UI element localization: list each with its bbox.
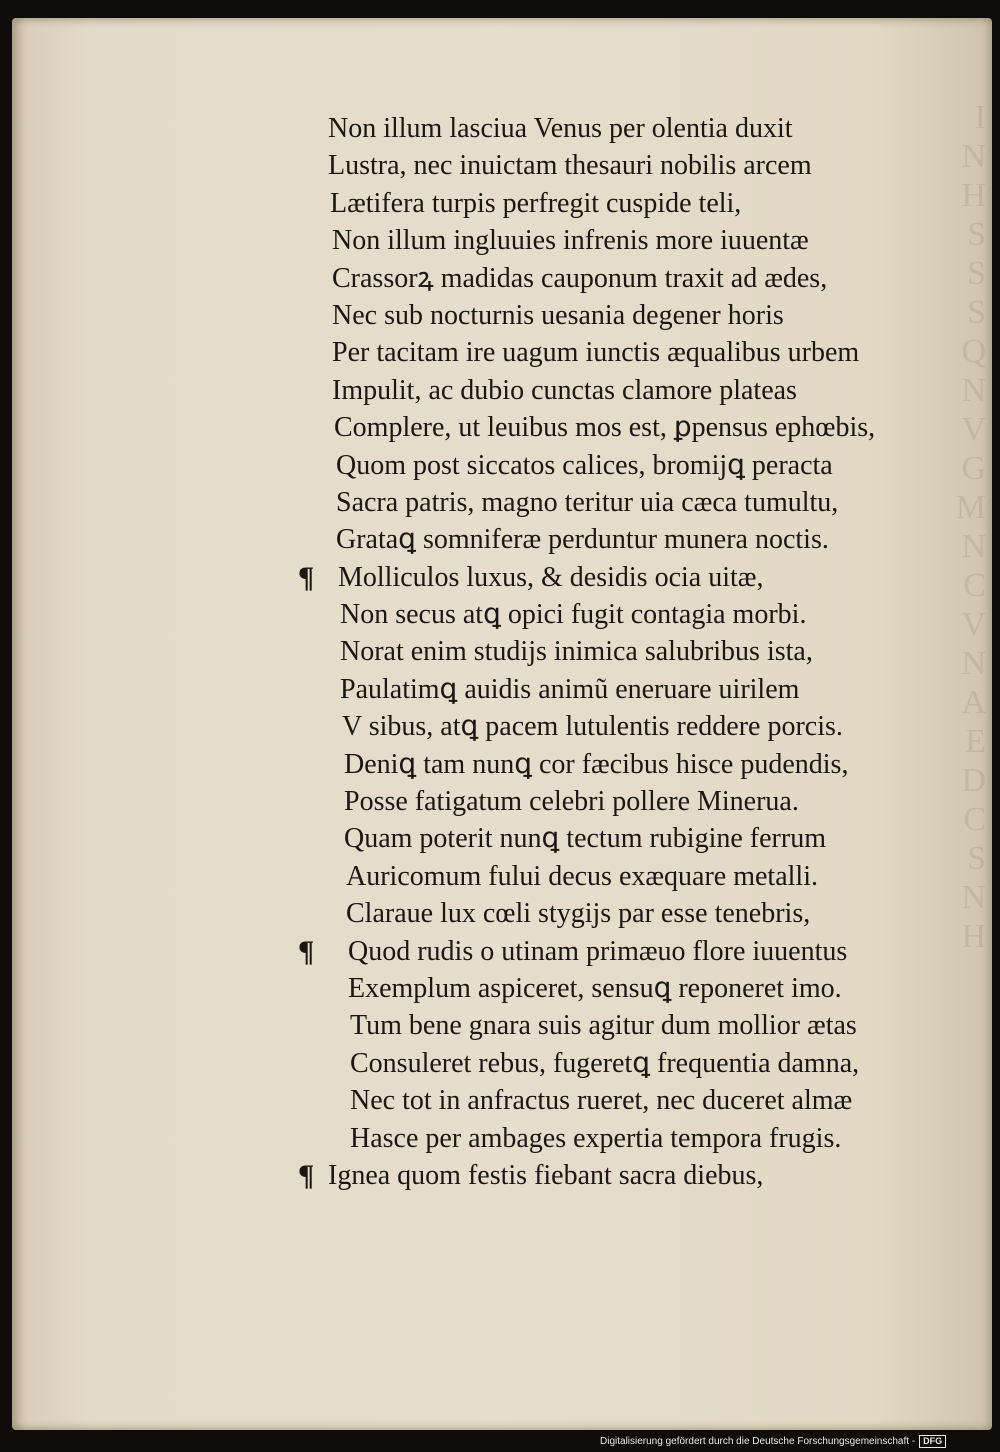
poem-line: [308, 783, 948, 820]
poem-line: [308, 521, 948, 558]
digitization-credit: [600, 1434, 996, 1450]
book-page: [12, 18, 992, 1430]
poem-line: [308, 1045, 948, 1082]
poem-line: [308, 222, 948, 259]
poem-line-text: V sibus, atꝗ pacem lutulentis reddere porcis.: [342, 711, 843, 743]
poem-line: [308, 447, 948, 484]
poem-line-text: Norat enim studijs inimica salubribus ista,: [340, 636, 813, 668]
poem-line: [308, 970, 948, 1007]
poem-line-text: Quam poterit nunꝗ tectum rubigine ferrum: [344, 823, 826, 855]
poem-line-text: Deniꝗ tam nunꝗ cor fæcibus hisce pudendis,: [344, 748, 849, 780]
poem-line-text: Hasce per ambages expertia tempora frugis.: [350, 1122, 842, 1154]
poem-line-text: Paulatimꝗ auidis animũ eneruare uirilem: [340, 673, 800, 705]
poem-line-text: Per tacitam ire uagum iunctis æqualibus urbem: [332, 337, 860, 369]
poem-line-text: Consuleret rebus, fugeretꝗ frequentia damna,: [350, 1047, 860, 1079]
pilcrow-mark: ¶: [298, 934, 315, 968]
poem-text: [298, 110, 948, 1194]
pilcrow-mark: ¶: [298, 1158, 315, 1192]
poem-line: [308, 895, 948, 932]
poem-line-text: Sacra patris, magno teritur uia cæca tumultu,: [336, 486, 839, 518]
poem-line: [308, 260, 948, 297]
poem-line: [308, 409, 948, 446]
dfg-logo: DFG: [919, 1435, 946, 1448]
poem-line-text: Complere, ut leuibus mos est, ꝑpensus ephœbis,: [334, 412, 876, 444]
poem-line: [308, 185, 948, 222]
poem-line-text: Quod rudis o utinam primæuo flore iuuentus: [348, 935, 848, 967]
poem-line-text: Nec tot in anfractus rueret, nec duceret almæ: [350, 1085, 853, 1117]
poem-line-text: Grataꝗ somniferæ perduntur munera noctis.: [336, 524, 829, 556]
poem-line-text: Non illum lasciua Venus per olentia duxit: [328, 113, 793, 144]
poem-line-text: Molliculos luxus, & desidis ocia uitæ,: [338, 561, 764, 593]
bleed-through-shadow: I N H S S S Q N V G M N C V N A E D C S N H: [955, 99, 986, 955]
poem-line-text: Exemplum aspiceret, sensuꝗ reponeret imo.: [348, 972, 842, 1004]
poem-line: [308, 1120, 948, 1157]
poem-line: [298, 933, 948, 970]
poem-line: [308, 596, 948, 633]
poem-line: [308, 820, 948, 857]
poem-line: [308, 334, 948, 371]
poem-line: [308, 633, 948, 670]
pilcrow-mark: ¶: [298, 560, 315, 594]
poem-line-text: Lustra, nec inuictam thesauri nobilis arcem: [328, 150, 812, 182]
poem-line: [298, 1157, 948, 1194]
poem-line-text: Posse fatigatum celebri pollere Minerua.: [344, 786, 799, 818]
poem-line: [308, 372, 948, 409]
poem-line: [308, 1007, 948, 1044]
poem-line: [308, 746, 948, 783]
poem-line-text: Crassorꝝ madidas cauponum traxit ad ædes,: [332, 262, 828, 294]
poem-line: [308, 671, 948, 708]
poem-line-text: Ignea quom festis fiebant sacra diebus,: [328, 1159, 764, 1191]
poem-line: [308, 110, 948, 147]
poem-line-text: Tum bene gnara suis agitur dum mollior ætas: [350, 1010, 857, 1042]
poem-line: [308, 1082, 948, 1119]
poem-line-text: Claraue lux cœli stygijs par esse tenebris,: [346, 898, 811, 930]
poem-line-text: Non illum ingluuies infrenis more iuuentæ: [332, 225, 809, 257]
poem-line: [298, 559, 948, 596]
poem-line-text: Auricomum fului decus exæquare metalli.: [346, 860, 818, 892]
poem-line-text: Quom post siccatos calices, bromijꝗ peracta: [336, 449, 833, 481]
credit-text: Digitalisierung gefördert durch die Deutsche Forschungsgemeinschaft -: [600, 1436, 916, 1447]
poem-line: [308, 484, 948, 521]
poem-line: [308, 858, 948, 895]
poem-line-text: Impulit, ac dubio cunctas clamore plateas: [332, 374, 797, 406]
poem-line-text: Lætifera turpis perfregit cuspide teli,: [330, 187, 742, 219]
poem-line-text: Nec sub nocturnis uesania degener horis: [332, 299, 784, 331]
poem-line-text: Non secus atꝗ opici fugit contagia morbi.: [340, 599, 807, 631]
poem-line: [308, 297, 948, 334]
poem-line: [308, 708, 948, 745]
poem-line: [308, 147, 948, 184]
